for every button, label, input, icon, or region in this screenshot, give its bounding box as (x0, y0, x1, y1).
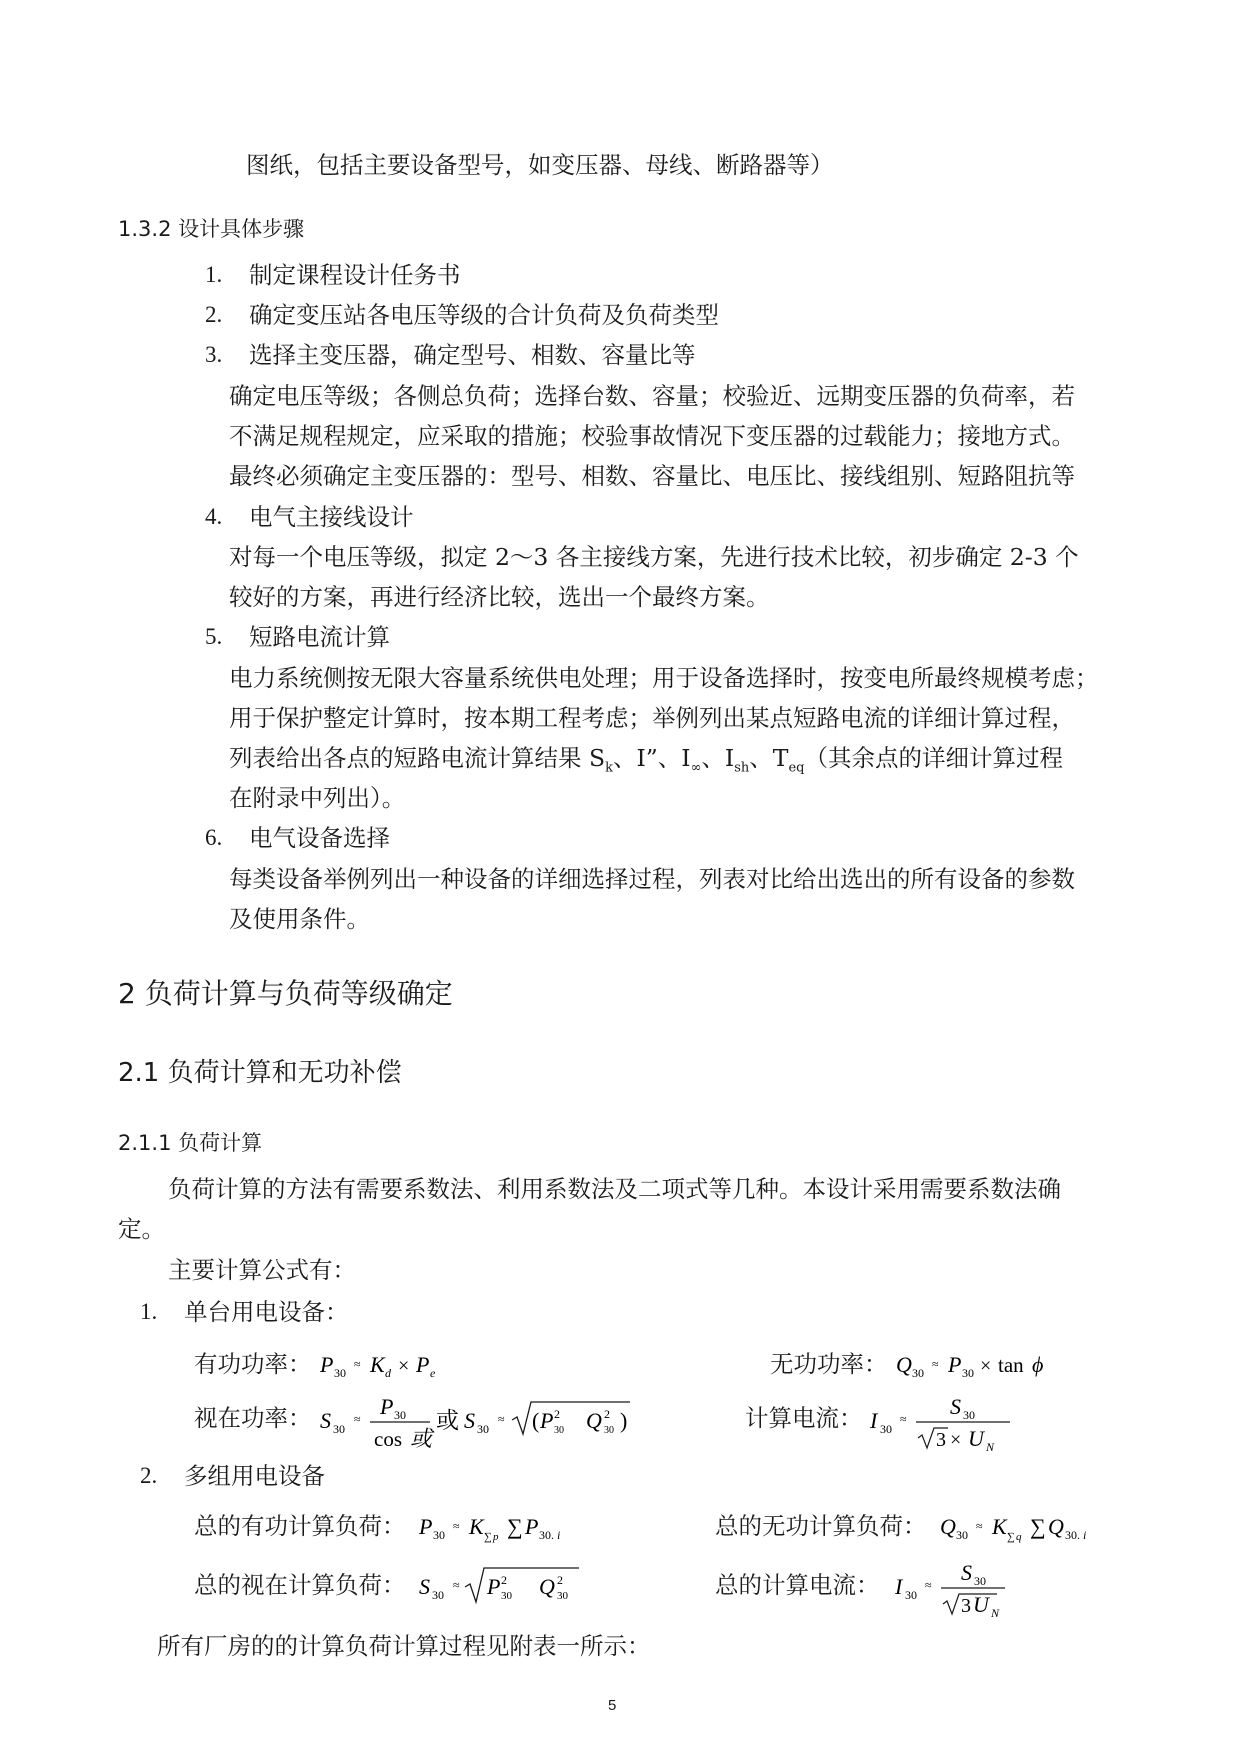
text-span: （其余点的详细计算过程 (804, 744, 1063, 772)
formula-total-apparent (417, 1562, 587, 1608)
svg-text:cos: cos (374, 1427, 402, 1451)
svg-text:Q: Q (896, 1352, 912, 1377)
svg-text:30: 30 (501, 1590, 512, 1602)
svg-text:K: K (992, 1514, 1007, 1539)
svg-text:30: 30 (394, 1408, 406, 1422)
label-total-reactive: 总的无功计算负荷： (715, 1512, 927, 1540)
label-active-power: 有功功率： (194, 1350, 312, 1378)
svg-text:30: 30 (554, 1425, 564, 1436)
label-current: 计算电流： (745, 1404, 863, 1432)
paragraph-line: 定。 (118, 1215, 165, 1243)
formula-current (868, 1390, 1018, 1452)
svg-text:3: 3 (961, 1595, 971, 1617)
svg-text:P: P (419, 1514, 433, 1539)
list-number: 2. (140, 1463, 158, 1488)
closing-line: 所有厂房的的计算负荷计算过程见附表一所示： (157, 1632, 651, 1660)
svg-text:P: P (948, 1352, 962, 1377)
label-total-current: 总的计算电流： (715, 1571, 880, 1599)
svg-text:≈: ≈ (932, 1357, 939, 1371)
step-body-line: 确定电压等级；各侧总负荷；选择台数、容量；校验近、远期变压器的负荷率，若 (229, 382, 1075, 410)
svg-text:或: 或 (436, 1408, 459, 1433)
svg-text:≈: ≈ (925, 1578, 932, 1592)
section-heading-2-1-1: 2.1.1 负荷计算 (118, 1131, 263, 1155)
step-title: 选择主变压器，确定型号、相数、容量比等 (249, 341, 696, 369)
step-number: 6. (205, 825, 223, 850)
svg-text:×: × (950, 1429, 962, 1451)
step-number: 2. (205, 302, 223, 327)
step-body-line: 用于保护整定计算时，按本期工程考虑；举例列出某点短路电流的详细计算过程， (229, 704, 1075, 732)
paragraph-line: 负荷计算的方法有需要系数法、利用系数法及二项式等几种。本设计采用需要系数法确 (168, 1175, 1061, 1203)
step-title: 制定课程设计任务书 (249, 261, 461, 289)
step-body-line: 对每一个电压等级，拟定 2～3 各主接线方案，先进行技术比较，初步确定 2-3 个 (229, 543, 1079, 571)
svg-text:∑: ∑ (1030, 1514, 1046, 1539)
step-title: 电气设备选择 (249, 824, 390, 852)
svg-text:ϕ: ϕ (1032, 1352, 1044, 1377)
label-reactive-power: 无功功率： (770, 1350, 888, 1378)
step-body-line: 不满足规程规定，应采取的措施；校验事故情况下变压器的过载能力；接地方式。 (229, 422, 1075, 450)
step-title: 确定变压站各电压等级的合计负荷及负荷类型 (249, 301, 719, 329)
text-span: 、I”、I (612, 744, 691, 772)
svg-text:): ) (620, 1408, 628, 1433)
svg-text:Q: Q (539, 1574, 555, 1599)
svg-text:30.: 30. (1065, 1528, 1080, 1542)
svg-text:30: 30 (905, 1588, 917, 1602)
svg-text:≈: ≈ (976, 1519, 983, 1533)
svg-text:×: × (980, 1355, 992, 1377)
formula-active-power (318, 1346, 458, 1382)
svg-text:S: S (950, 1394, 961, 1419)
svg-text:K: K (469, 1514, 484, 1539)
svg-text:3: 3 (936, 1429, 946, 1451)
svg-text:N: N (986, 1440, 995, 1452)
list-title: 多组用电设备 (184, 1462, 325, 1490)
svg-text:≈: ≈ (453, 1578, 460, 1592)
svg-text:p: p (493, 1531, 499, 1543)
svg-text:S: S (320, 1408, 331, 1433)
svg-text:2: 2 (604, 1407, 610, 1421)
svg-text:P: P (487, 1574, 501, 1599)
svg-text:2: 2 (501, 1573, 507, 1587)
svg-text:30: 30 (912, 1366, 924, 1380)
continued-text-line: 图纸，包括主要设备型号，如变压器、母线、断路器等） (246, 151, 834, 179)
svg-text:30: 30 (557, 1590, 568, 1602)
svg-text:(: ( (532, 1408, 540, 1433)
list-number: 1. (140, 1299, 158, 1324)
step-number: 3. (205, 342, 223, 367)
svg-text:30: 30 (963, 1408, 975, 1422)
svg-text:∑: ∑ (1007, 1531, 1015, 1543)
svg-text:∑: ∑ (484, 1531, 492, 1543)
svg-text:P: P (540, 1408, 554, 1433)
step-title: 电气主接线设计 (249, 503, 414, 531)
svg-text:30: 30 (333, 1422, 345, 1436)
formula-total-current (893, 1556, 1023, 1618)
svg-text:30: 30 (604, 1425, 614, 1436)
subscript: k (605, 760, 613, 776)
svg-text:i: i (1083, 1528, 1087, 1542)
list-title: 单台用电设备： (184, 1298, 349, 1326)
page-number: 5 (608, 1697, 617, 1714)
step-number: 5. (205, 624, 223, 649)
svg-text:≈: ≈ (354, 1357, 361, 1371)
svg-text:≈: ≈ (498, 1412, 505, 1426)
label-total-active: 总的有功计算负荷： (194, 1512, 406, 1540)
svg-text:≈: ≈ (900, 1412, 907, 1426)
svg-text:30: 30 (477, 1422, 489, 1436)
step-body-line: 较好的方案，再进行经济比较，选出一个最终方案。 (229, 583, 770, 611)
step-body-line: 每类设备举例列出一种设备的详细选择过程，列表对比给出选出的所有设备的参数 (229, 865, 1075, 893)
svg-text:K: K (370, 1352, 385, 1377)
subscript: sh (734, 760, 750, 776)
step-body-line (229, 743, 1063, 784)
formula-reactive-power (894, 1346, 1064, 1382)
label-total-apparent: 总的视在计算负荷： (194, 1571, 406, 1599)
text-span: 列表给出各点的短路电流计算结果 S (229, 744, 606, 772)
svg-text:d: d (385, 1366, 391, 1380)
svg-text:S: S (961, 1560, 972, 1585)
svg-text:∑: ∑ (507, 1514, 523, 1539)
svg-text:I: I (895, 1574, 903, 1599)
subscript: ∞ (690, 760, 702, 776)
svg-text:Q: Q (586, 1408, 602, 1433)
svg-text:×: × (398, 1355, 410, 1377)
svg-text:P: P (525, 1514, 539, 1539)
text-span: 、I (701, 744, 735, 772)
svg-text:或: 或 (410, 1426, 433, 1451)
label-apparent-power: 视在功率： (194, 1404, 312, 1432)
formula-total-reactive (938, 1506, 1118, 1546)
svg-text:U: U (973, 1592, 989, 1617)
step-number: 1. (205, 262, 223, 287)
svg-text:≈: ≈ (354, 1412, 361, 1426)
text-span: 、T (749, 744, 789, 772)
step-body-line: 最终必须确定主变压器的：型号、相数、容量比、电压比、接线组别、短路阻抗等 (229, 462, 1075, 490)
step-body-line: 电力系统侧按无限大容量系统供电处理；用于设备选择时，按变电所最终规模考虑； (229, 664, 1099, 692)
svg-text:30: 30 (880, 1422, 892, 1436)
svg-text:U: U (968, 1426, 984, 1451)
svg-text:30: 30 (956, 1528, 968, 1542)
chapter-heading: 2 负荷计算与负荷等级确定 (118, 977, 453, 1010)
svg-text:q: q (1016, 1531, 1022, 1543)
svg-text:P: P (320, 1352, 334, 1377)
svg-text:Q: Q (940, 1514, 956, 1539)
paragraph-line: 主要计算公式有： (168, 1256, 356, 1284)
svg-text:N: N (991, 1606, 1000, 1618)
formula-total-active (417, 1506, 587, 1546)
svg-text:≈: ≈ (453, 1519, 460, 1533)
svg-text:30: 30 (974, 1574, 986, 1588)
svg-text:30: 30 (962, 1366, 974, 1380)
step-number: 4. (205, 504, 223, 529)
step-body-line: 及使用条件。 (229, 905, 370, 933)
svg-text:30.: 30. (539, 1528, 554, 1542)
svg-text:2: 2 (554, 1407, 560, 1421)
section-heading-2-1: 2.1 负荷计算和无功补偿 (118, 1058, 402, 1088)
svg-text:e: e (430, 1366, 436, 1380)
step-title: 短路电流计算 (249, 623, 390, 651)
svg-text:30: 30 (334, 1366, 346, 1380)
formula-apparent-power (318, 1390, 638, 1452)
svg-text:2: 2 (557, 1573, 563, 1587)
svg-text:tan: tan (998, 1353, 1024, 1377)
svg-text:S: S (419, 1574, 430, 1599)
svg-text:S: S (464, 1408, 475, 1433)
section-heading-1-3-2: 1.3.2 设计具体步骤 (118, 217, 305, 241)
svg-text:30: 30 (433, 1528, 445, 1542)
svg-text:30: 30 (432, 1588, 444, 1602)
subscript: eq (788, 760, 805, 776)
svg-text:Q: Q (1048, 1514, 1064, 1539)
step-body-line: 在附录中列出）。 (229, 784, 406, 812)
svg-text:I: I (870, 1408, 878, 1433)
svg-text:P: P (380, 1394, 394, 1419)
svg-text:i: i (557, 1528, 561, 1542)
svg-text:P: P (416, 1352, 430, 1377)
